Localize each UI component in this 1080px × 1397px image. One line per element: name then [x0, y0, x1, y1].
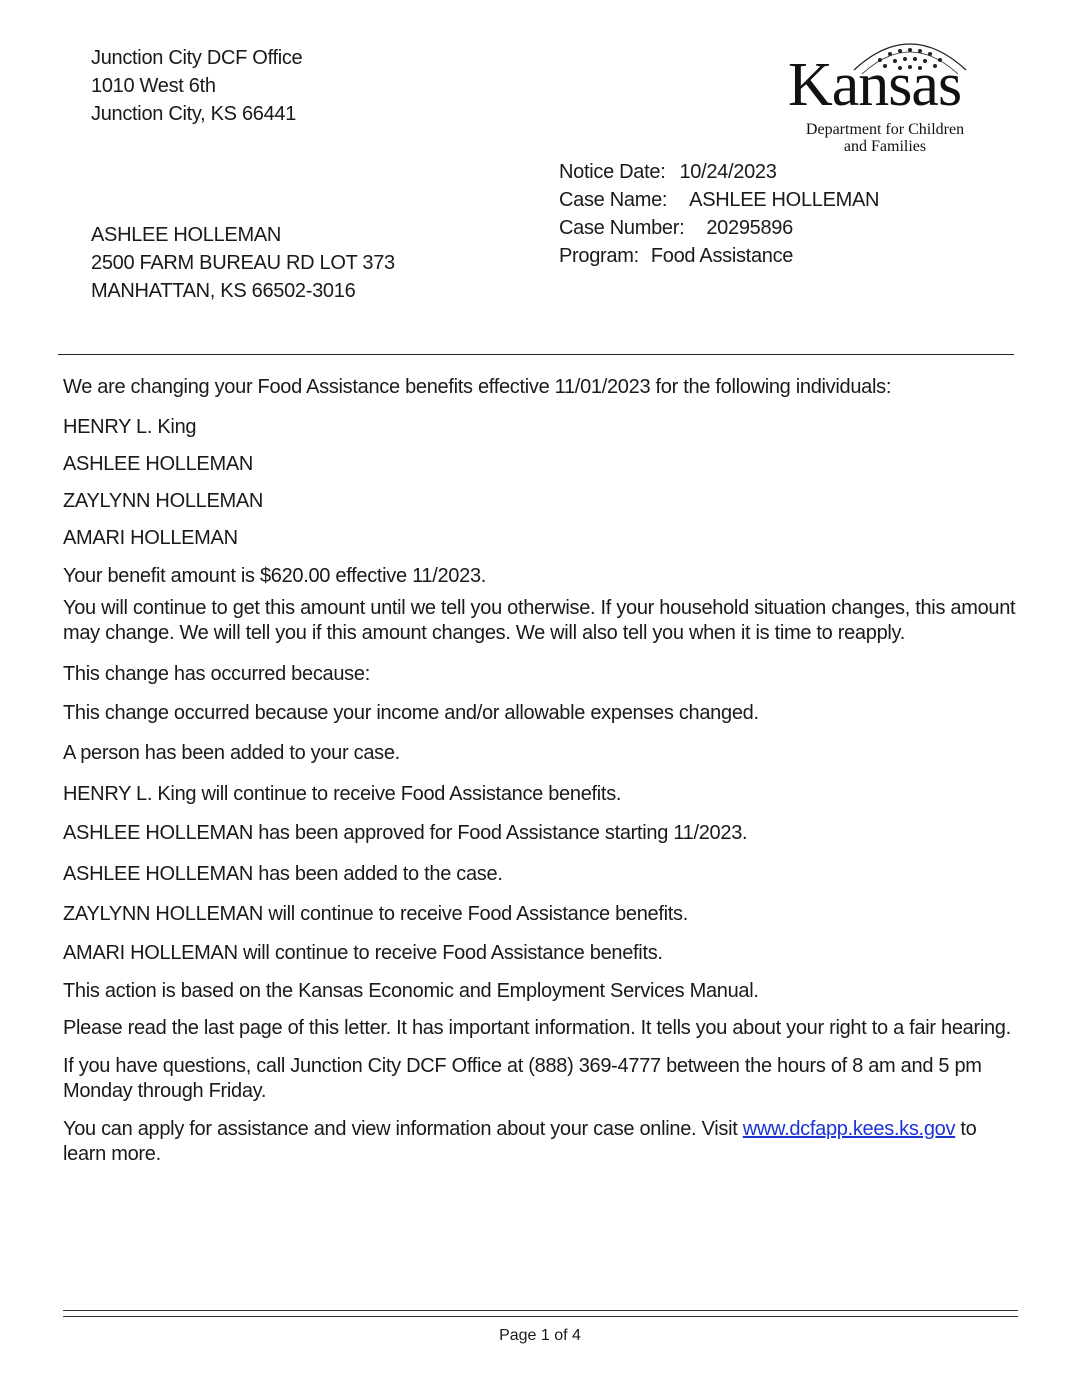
logo-department	[800, 121, 970, 155]
logo-dept-line2: and Families	[843, 138, 927, 155]
case-number-row	[559, 214, 879, 242]
sender-city: Junction City, KS 66441	[91, 103, 297, 125]
logo-kansas-wordmark: Kansas	[788, 51, 962, 119]
online-paragraph	[63, 1117, 1023, 1167]
reason-item: This change occurred because your income and/or allowable expenses changed.	[63, 702, 759, 724]
reason-item: ZAYLYNN HOLLEMAN will continue to receive Food Assistance benefits.	[63, 903, 688, 925]
individual-item: ZAYLYNN HOLLEMAN	[63, 490, 264, 512]
sender-address	[91, 44, 302, 128]
kansas-dcf-logo	[788, 30, 988, 160]
reason-item: ASHLEE HOLLEMAN has been approved for Food Assistance starting 11/2023.	[63, 822, 748, 844]
last-page-paragraph: Please read the last page of this letter. It has important information. It tells you about your right to a fair hearing.	[63, 1017, 1011, 1039]
header-divider	[58, 354, 1014, 355]
reason-item: HENRY L. King will continue to receive Food Assistance benefits.	[63, 783, 622, 805]
case-number-value: 20295896	[706, 217, 793, 239]
program-label: Program:	[559, 245, 639, 267]
reason-item: AMARI HOLLEMAN will continue to receive Food Assistance benefits.	[63, 942, 663, 964]
benefit-amount: Your benefit amount is $620.00 effective 11/2023.	[63, 565, 487, 587]
intro-paragraph: We are changing your Food Assistance benefits effective 11/01/2023 for the following individuals:	[63, 376, 892, 398]
reason-item: A person has been added to your case.	[63, 742, 400, 764]
questions-paragraph: If you have questions, call Junction City DCF Office at (888) 369-4777 between the hours of 8 am and 5 pm Monday through Friday.	[63, 1055, 982, 1102]
sender-office: Junction City DCF Office	[91, 47, 303, 69]
reason-item: ASHLEE HOLLEMAN has been added to the case.	[63, 863, 503, 885]
case-number-label: Case Number:	[559, 217, 685, 239]
logo-dept-line1: Department for Children	[805, 121, 965, 138]
recipient-address	[91, 221, 395, 305]
letter-body	[63, 374, 1023, 1167]
program-value: Food Assistance	[650, 245, 794, 267]
notice-date-label: Notice Date:	[559, 161, 666, 183]
case-name-row	[559, 186, 879, 214]
online-text-before: You can apply for assistance and view information about your case online. Visit	[63, 1118, 743, 1140]
online-text-after: to learn more.	[63, 1118, 977, 1165]
reason-item: This action is based on the Kansas Economic and Employment Services Manual.	[63, 980, 759, 1002]
individual-item: ASHLEE HOLLEMAN	[63, 453, 254, 475]
footer-divider-top	[63, 1310, 1018, 1311]
recipient-city: MANHATTAN, KS 66502-3016	[91, 280, 356, 302]
recipient-name: ASHLEE HOLLEMAN	[91, 224, 282, 246]
notice-date-row	[559, 158, 879, 186]
continue-paragraph: You will continue to get this amount until we tell you otherwise. If your household situation changes, this amount may change. We will tell you if this amount changes. We will also tell you when it is time to reapply.	[63, 597, 1016, 644]
reason-heading: This change has occurred because:	[63, 663, 370, 685]
program-row	[559, 242, 879, 270]
sender-street: 1010 West 6th	[91, 75, 216, 97]
individual-item: AMARI HOLLEMAN	[63, 527, 238, 549]
notice-details	[559, 158, 879, 270]
case-name-label: Case Name:	[559, 189, 668, 211]
notice-date-value: 10/24/2023	[679, 161, 777, 183]
page-number: Page 1 of 4	[499, 1327, 581, 1344]
recipient-street: 2500 FARM BUREAU RD LOT 373	[91, 252, 395, 274]
dcfapp-link[interactable]: www.dcfapp.kees.ks.gov	[742, 1118, 956, 1140]
individual-item: HENRY L. King	[63, 416, 197, 438]
footer-divider-bottom	[63, 1316, 1018, 1317]
case-name-value: ASHLEE HOLLEMAN	[689, 189, 880, 211]
